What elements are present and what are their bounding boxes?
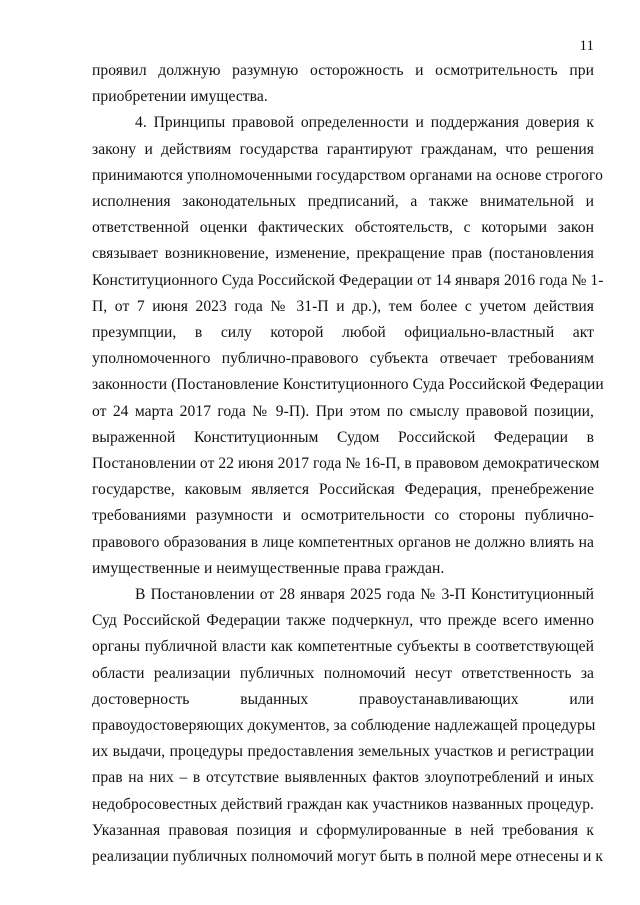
text-line: исполнения законодательных предписаний, а также внимательной и — [92, 193, 594, 211]
text-line: уполномоченного публично-правового субъекта отвечает требованиям — [92, 350, 594, 368]
paragraph-2 — [92, 110, 604, 582]
text-line: принимаются уполномоченными государством органами на основе строгого — [92, 166, 603, 184]
text-line: государстве, каковым является Российская Федерация, пренебрежение — [92, 481, 594, 499]
text-line: 4. Принципы правовой определенности и поддержания доверия к — [135, 114, 594, 132]
text-line: Указанная правовая позиция и сформулированные в ней требования к — [92, 821, 594, 839]
text-line: ответственной оценки фактических обстоятельств, с которыми закон — [92, 219, 594, 237]
text-line: недобросовестных действий граждан как участников названных процедур. — [92, 795, 594, 813]
text-line: имущественные и неимущественные права граждан. — [92, 559, 445, 577]
text-line: П, от 7 июня 2023 года № 31-П и др.), тем более с учетом действия — [92, 297, 594, 315]
text-line: законности (Постановление Конституционного Суда Российской Федерации — [92, 376, 604, 394]
text-line: Суд Российской Федерации также подчеркнул, что прежде всего именно — [92, 612, 594, 630]
text-line: приобретении имущества. — [92, 88, 268, 106]
text-line: требованиями разумности и осмотрительности со стороны публично- — [92, 507, 594, 525]
text-line: Конституционного Суда Российской Федерации от 14 января 2016 года № 1- — [92, 271, 604, 289]
paragraph-3 — [92, 582, 603, 870]
paragraph-1 — [92, 58, 594, 110]
text-line: от 24 марта 2017 года № 9-П). При этом по смыслу правовой позиции, — [92, 402, 594, 420]
text-line: прав на них – в отсутствие выявленных фактов злоупотреблений и иных — [92, 769, 594, 787]
document-body — [92, 58, 604, 870]
text-line: В Постановлении от 28 января 2025 года № 3-П Конституционный — [135, 586, 594, 604]
text-line: Постановлении от 22 июня 2017 года № 16-П, в правовом демократическом — [92, 455, 600, 473]
text-line: достоверность выданных правоустанавливающих или — [92, 690, 594, 708]
text-line: выраженной Конституционным Судом Российской Федерации в — [92, 428, 594, 446]
text-line: презумпции, в силу которой любой официально-властный акт — [92, 324, 594, 342]
text-line: проявил должную разумную осторожность и осмотрительность при — [92, 62, 594, 79]
text-line: органы публичной власти как компетентные субъекты в соответствующей — [92, 638, 594, 656]
text-line: реализации публичных полномочий могут быть в полной мере отнесены и к — [92, 848, 603, 866]
text-line: области реализации публичных полномочий несут ответственность за — [92, 664, 594, 682]
page-number: 11 — [579, 38, 594, 54]
text-line: их выдачи, процедуры предоставления земельных участков и регистрации — [92, 743, 594, 761]
text-line: связывает возникновение, изменение, прекращение прав (постановления — [92, 245, 594, 263]
text-line: правового образования в лице компетентных органов не должно влиять на — [92, 533, 594, 551]
text-line: правоудостоверяющих документов, за соблюдение надлежащей процедуры — [92, 717, 596, 735]
text-line: закону и действиям государства гарантируют гражданам, что решения — [92, 140, 594, 158]
